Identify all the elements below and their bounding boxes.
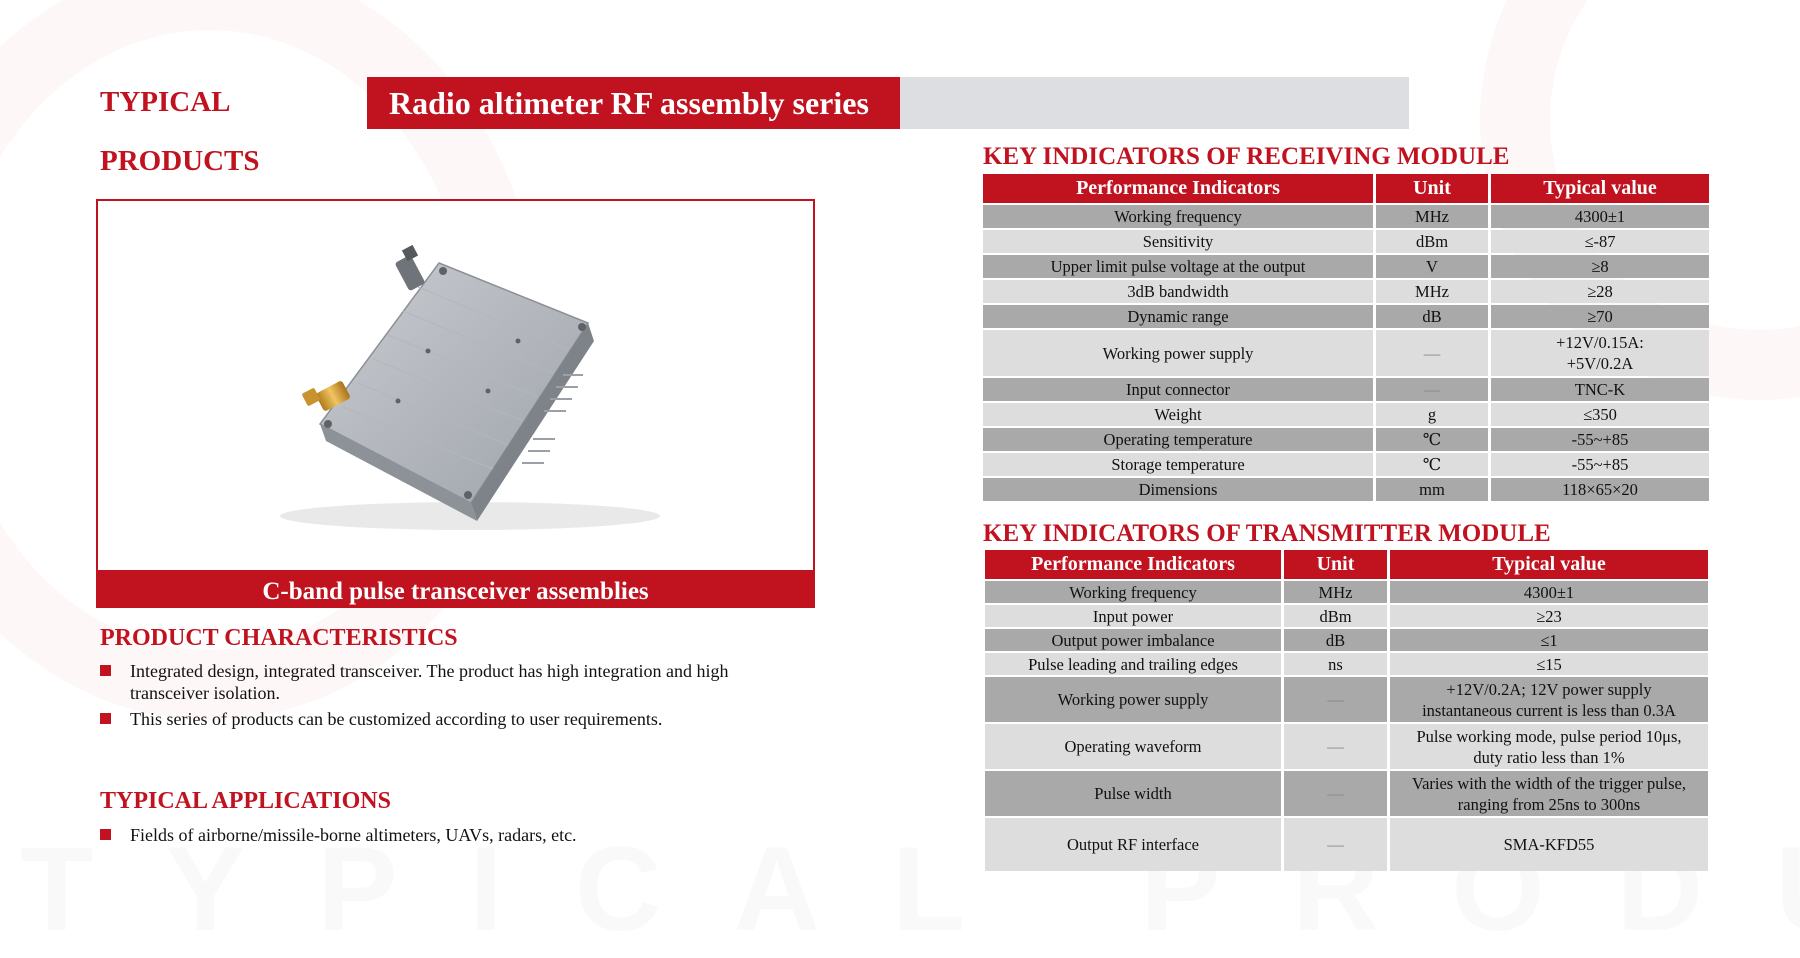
- unit-cell: dB: [1284, 629, 1387, 651]
- indicator-cell: Working frequency: [985, 581, 1281, 603]
- indicator-cell: Pulse leading and trailing edges: [985, 653, 1281, 675]
- receiving-title: KEY INDICATORS OF RECEIVING MODULE: [983, 143, 1510, 170]
- value-cell: Varies with the width of the trigger pulse, ranging from 25ns to 300ns: [1390, 771, 1708, 816]
- characteristics-list: [100, 660, 740, 730]
- value-cell: ≤1: [1390, 629, 1708, 651]
- value-cell: ≥8: [1491, 255, 1709, 278]
- indicator-cell: Operating temperature: [983, 428, 1373, 451]
- column-header: Unit: [1376, 174, 1488, 203]
- table-row: [985, 605, 1708, 627]
- unit-cell: MHz: [1376, 280, 1488, 303]
- indicator-cell: 3dB bandwidth: [983, 280, 1373, 303]
- unit-cell: MHz: [1284, 581, 1387, 603]
- unit-cell: ℃: [1376, 453, 1488, 476]
- product-caption: C-band pulse transceiver assemblies: [96, 570, 815, 608]
- unit-cell: dBm: [1376, 230, 1488, 253]
- bullet-square-icon: [100, 713, 111, 724]
- unit-cell: dBm: [1284, 605, 1387, 627]
- table-header-row: [985, 550, 1708, 579]
- indicator-cell: Weight: [983, 403, 1373, 426]
- unit-cell: —: [1284, 724, 1387, 769]
- value-cell: 118×65×20: [1491, 478, 1709, 501]
- application-text: Fields of airborne/missile-borne altimeters, UAVs, radars, etc.: [130, 825, 577, 845]
- typical-title-line2: PRODUCTS: [100, 145, 260, 177]
- table-row: [983, 330, 1709, 376]
- table-row: [983, 378, 1709, 401]
- unit-cell: g: [1376, 403, 1488, 426]
- table-row: [983, 478, 1709, 501]
- characteristics-title: PRODUCT CHARACTERISTICS: [100, 625, 458, 651]
- table-row: [985, 771, 1708, 816]
- unit-cell: —: [1284, 818, 1387, 871]
- value-cell: TNC-K: [1491, 378, 1709, 401]
- table-row: [983, 403, 1709, 426]
- unit-cell: V: [1376, 255, 1488, 278]
- column-header: Typical value: [1491, 174, 1709, 203]
- column-header: Unit: [1284, 550, 1387, 579]
- unit-cell: —: [1284, 771, 1387, 816]
- table-row: [985, 653, 1708, 675]
- value-cell: 4300±1: [1491, 205, 1709, 228]
- table-row: [983, 230, 1709, 253]
- unit-cell: MHz: [1376, 205, 1488, 228]
- table-row: [985, 629, 1708, 651]
- indicator-cell: Operating waveform: [985, 724, 1281, 769]
- table-row: [985, 724, 1708, 769]
- characteristic-text: Integrated design, integrated transceiver. The product has high integration and high transceiver isolation.: [130, 661, 729, 703]
- unit-cell: ns: [1284, 653, 1387, 675]
- value-cell: Pulse working mode, pulse period 10μs, duty ratio less than 1%: [1390, 724, 1708, 769]
- value-cell: SMA-KFD55: [1390, 818, 1708, 871]
- value-cell: ≤-87: [1491, 230, 1709, 253]
- indicator-cell: Output RF interface: [985, 818, 1281, 871]
- column-header: Typical value: [1390, 550, 1708, 579]
- indicator-cell: Pulse width: [985, 771, 1281, 816]
- indicator-cell: Working power supply: [983, 330, 1373, 376]
- table-row: [985, 581, 1708, 603]
- indicator-cell: Input connector: [983, 378, 1373, 401]
- list-item: [100, 708, 740, 730]
- list-item: [100, 660, 740, 704]
- applications-title: TYPICAL APPLICATIONS: [100, 788, 391, 814]
- table-row: [983, 255, 1709, 278]
- typical-title-line1: TYPICAL: [100, 86, 231, 118]
- value-cell: -55~+85: [1491, 453, 1709, 476]
- value-cell: ≤15: [1390, 653, 1708, 675]
- unit-cell: mm: [1376, 478, 1488, 501]
- column-header: Performance Indicators: [985, 550, 1281, 579]
- table-header-row: [983, 174, 1709, 203]
- receiving-table: [980, 172, 1712, 503]
- value-cell: +12V/0.2A; 12V power supply instantaneous current is less than 0.3A: [1390, 677, 1708, 722]
- indicator-cell: Output power imbalance: [985, 629, 1281, 651]
- column-header: Performance Indicators: [983, 174, 1373, 203]
- transmitter-table: [982, 548, 1711, 873]
- table-row: [983, 280, 1709, 303]
- series-title: Radio altimeter RF assembly series: [367, 77, 900, 129]
- table-row: [983, 428, 1709, 451]
- table-row: [983, 305, 1709, 328]
- indicator-cell: Storage temperature: [983, 453, 1373, 476]
- applications-list: [100, 824, 740, 846]
- unit-cell: —: [1284, 677, 1387, 722]
- unit-cell: —: [1376, 330, 1488, 376]
- indicator-cell: Sensitivity: [983, 230, 1373, 253]
- indicator-cell: Dimensions: [983, 478, 1373, 501]
- value-cell: ≥70: [1491, 305, 1709, 328]
- product-image-frame: [96, 199, 815, 607]
- transmitter-title: KEY INDICATORS OF TRANSMITTER MODULE: [983, 520, 1551, 547]
- bullet-square-icon: [100, 665, 111, 676]
- table-row: [985, 677, 1708, 722]
- value-cell: +12V/0.15A: +5V/0.2A: [1491, 330, 1709, 376]
- value-cell: ≥28: [1491, 280, 1709, 303]
- indicator-cell: Working frequency: [983, 205, 1373, 228]
- indicator-cell: Working power supply: [985, 677, 1281, 722]
- product-image: [98, 201, 813, 571]
- value-cell: 4300±1: [1390, 581, 1708, 603]
- list-item: [100, 824, 740, 846]
- value-cell: ≤350: [1491, 403, 1709, 426]
- value-cell: -55~+85: [1491, 428, 1709, 451]
- unit-cell: dB: [1376, 305, 1488, 328]
- unit-cell: —: [1376, 378, 1488, 401]
- indicator-cell: Upper limit pulse voltage at the output: [983, 255, 1373, 278]
- table-row: [983, 453, 1709, 476]
- table-row: [985, 818, 1708, 871]
- indicator-cell: Dynamic range: [983, 305, 1373, 328]
- value-cell: ≥23: [1390, 605, 1708, 627]
- table-row: [983, 205, 1709, 228]
- unit-cell: ℃: [1376, 428, 1488, 451]
- characteristic-text: This series of products can be customized according to user requirements.: [130, 709, 663, 729]
- bullet-square-icon: [100, 829, 111, 840]
- indicator-cell: Input power: [985, 605, 1281, 627]
